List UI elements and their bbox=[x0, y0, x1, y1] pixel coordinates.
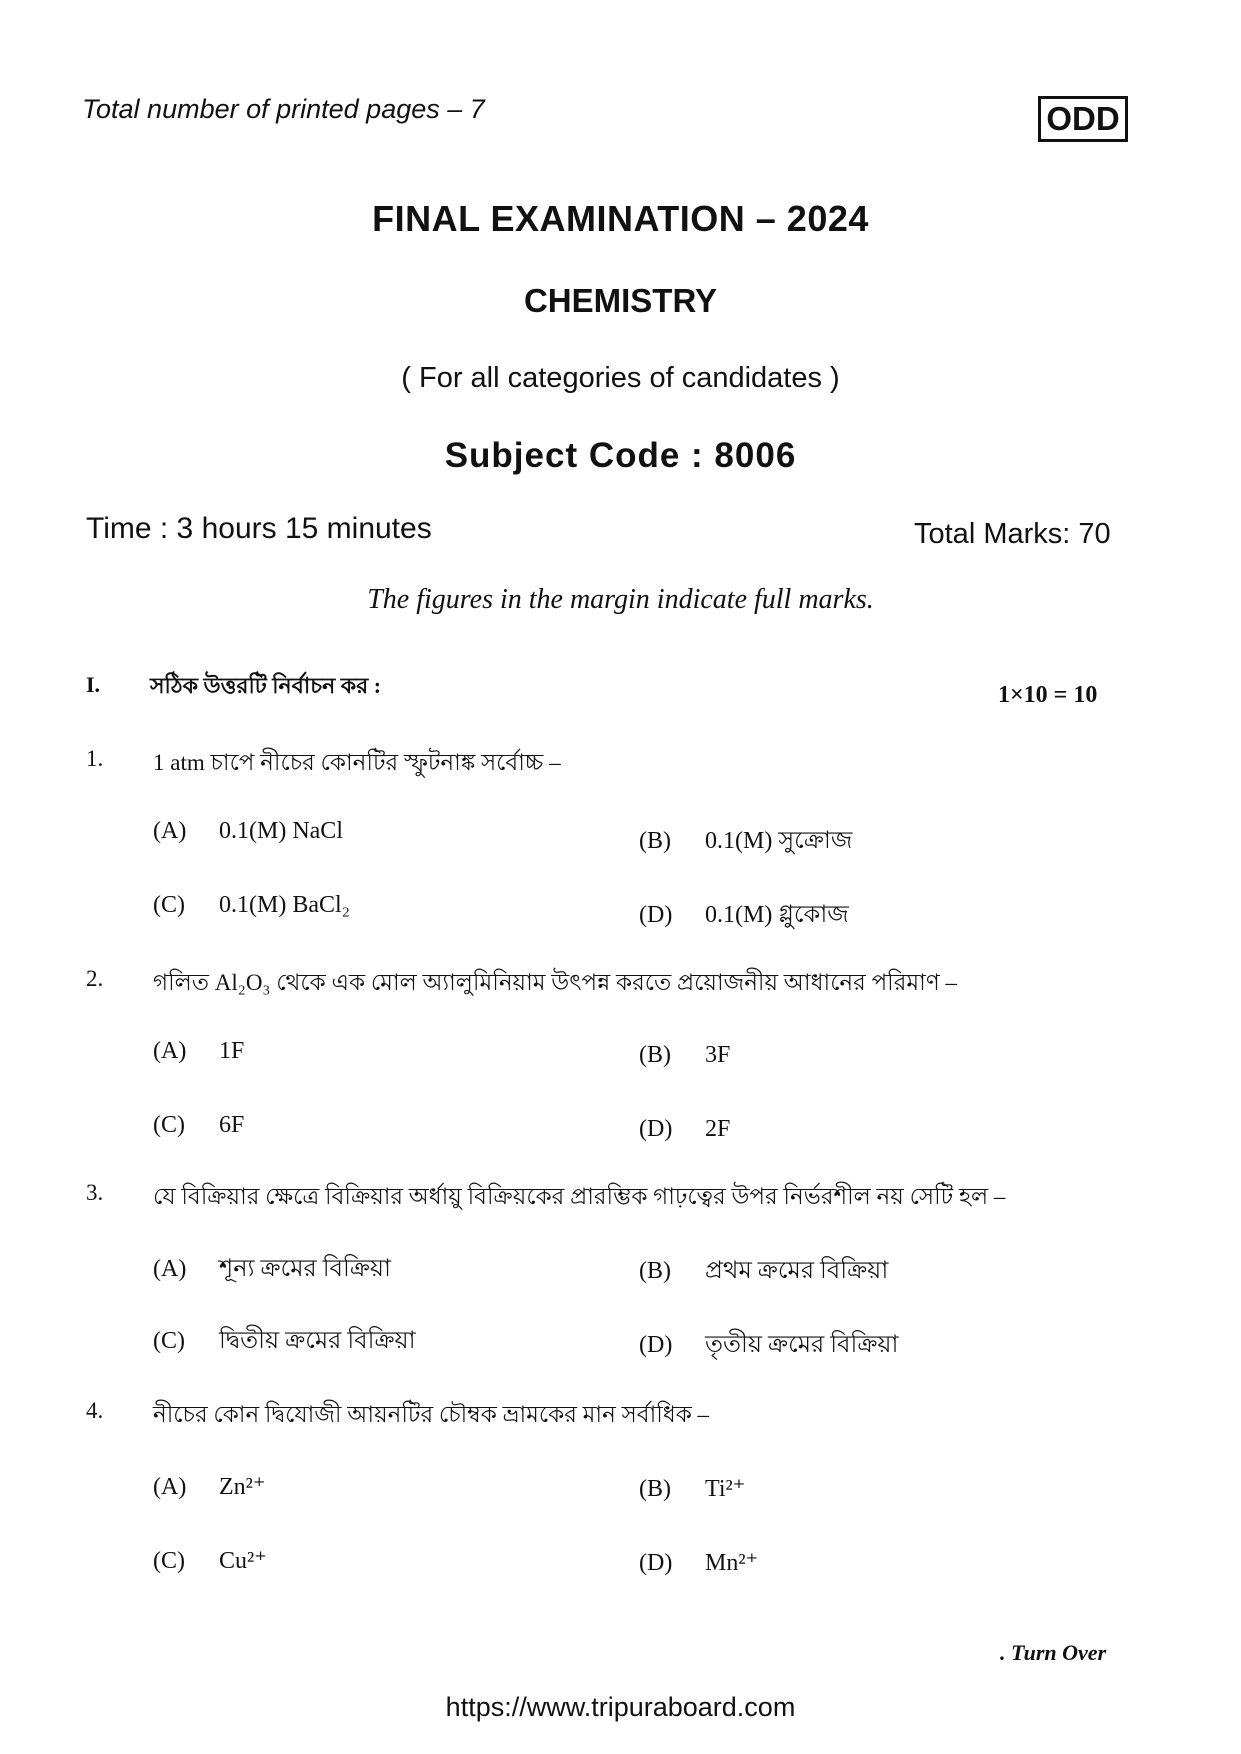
option-label: (C) bbox=[153, 1548, 185, 1574]
option-a bbox=[153, 1472, 266, 1501]
option-a bbox=[153, 1038, 244, 1065]
question-number: 4. bbox=[86, 1398, 104, 1423]
margin-marks-note: The figures in the margin indicate full marks. bbox=[367, 584, 874, 615]
option-label: (D) bbox=[639, 1116, 673, 1142]
option-text: Cu²⁺ bbox=[219, 1548, 267, 1574]
question-number: 2. bbox=[86, 966, 104, 991]
question-text: গলিত Al₂O₃ থেকে এক মোল অ্যালুমিনিয়াম উৎপন্ন করতে প্রয়োজনীয় আধানের পরিমাণ – bbox=[153, 970, 958, 995]
odd-set-badge: ODD bbox=[1038, 96, 1128, 142]
option-text: 6F bbox=[219, 1112, 245, 1138]
option-c bbox=[153, 1322, 416, 1362]
question-text: নীচের কোন দ্বিযোজী আয়নটির চৌম্বক ভ্রামকের মান সর্বাধিক – bbox=[153, 1402, 710, 1427]
subject-code: Subject Code : 8006 bbox=[444, 436, 797, 475]
section-number: I. bbox=[86, 672, 101, 697]
option-label: (C) bbox=[153, 892, 185, 918]
option-text: 1F bbox=[219, 1038, 245, 1064]
option-d bbox=[639, 1116, 730, 1143]
exam-title: FINAL EXAMINATION – 2024 bbox=[372, 198, 869, 239]
option-d bbox=[639, 1548, 758, 1577]
footer-url: https://www.tripuraboard.com bbox=[445, 1692, 796, 1722]
option-label: (B) bbox=[639, 1258, 671, 1284]
option-label: (D) bbox=[639, 1550, 673, 1576]
option-label: (A) bbox=[153, 1474, 187, 1500]
question-text: 1 atm চাপে নীচের কোনটির স্ফুটনাঙ্ক সর্বোচ্চ – bbox=[153, 750, 561, 775]
section-instruction: সঠিক উত্তরটি নির্বাচন কর : bbox=[150, 673, 382, 698]
option-b bbox=[639, 822, 852, 862]
candidates-note: ( For all categories of candidates ) bbox=[401, 362, 840, 394]
option-label: (D) bbox=[639, 902, 673, 928]
option-text: 2F bbox=[705, 1116, 731, 1142]
option-label: (B) bbox=[639, 828, 671, 854]
option-b bbox=[639, 1474, 745, 1503]
printed-pages-note: Total number of printed pages – 7 bbox=[82, 94, 485, 124]
turn-over-note: . Turn Over bbox=[1000, 1640, 1107, 1665]
option-label: (A) bbox=[153, 818, 187, 844]
section-marks: 1×10 = 10 bbox=[998, 682, 1098, 708]
subject-name: CHEMISTRY bbox=[523, 282, 718, 319]
option-c bbox=[153, 892, 350, 919]
option-a bbox=[153, 818, 343, 845]
option-text: Mn²⁺ bbox=[705, 1550, 759, 1576]
option-text: 0.1(M) NaCl bbox=[219, 818, 343, 844]
option-d bbox=[639, 1326, 899, 1366]
option-label: (A) bbox=[153, 1256, 187, 1282]
question-number: 1. bbox=[86, 746, 104, 771]
option-label: (B) bbox=[639, 1042, 671, 1068]
time-allowed: Time : 3 hours 15 minutes bbox=[86, 512, 432, 545]
option-text: শূন্য ক্রমের বিক্রিয়া bbox=[219, 1256, 391, 1282]
total-marks: Total Marks: 70 bbox=[914, 518, 1111, 550]
option-text: 3F bbox=[705, 1042, 731, 1068]
option-c bbox=[153, 1112, 244, 1139]
option-text: তৃতীয় ক্রমের বিক্রিয়া bbox=[705, 1332, 899, 1358]
option-text: 0.1(M) BaCl₂ bbox=[219, 892, 351, 918]
option-label: (C) bbox=[153, 1328, 185, 1354]
option-b bbox=[639, 1252, 888, 1292]
option-text: 0.1(M) গ্লুকোজ bbox=[705, 902, 849, 928]
option-text: Zn²⁺ bbox=[219, 1474, 266, 1500]
question-text: যে বিক্রিয়ার ক্ষেত্রে বিক্রিয়ার অর্ধায়ু বিক্রিয়কের প্রারম্ভিক গাঢ়ত্বের উপর নির্ভরশীল নয় সেটি হল – bbox=[153, 1184, 1006, 1209]
option-a bbox=[153, 1250, 391, 1290]
option-label: (A) bbox=[153, 1038, 187, 1064]
option-text: Ti²⁺ bbox=[705, 1476, 746, 1502]
option-d bbox=[639, 896, 849, 936]
option-label: (C) bbox=[153, 1112, 185, 1138]
option-c bbox=[153, 1546, 267, 1575]
option-text: প্রথম ক্রমের বিক্রিয়া bbox=[705, 1258, 889, 1284]
option-label: (B) bbox=[639, 1476, 671, 1502]
option-text: দ্বিতীয় ক্রমের বিক্রিয়া bbox=[219, 1328, 416, 1354]
option-b bbox=[639, 1042, 730, 1069]
question-number: 3. bbox=[86, 1180, 104, 1205]
option-text: 0.1(M) সুক্রোজ bbox=[705, 828, 853, 854]
option-label: (D) bbox=[639, 1332, 673, 1358]
